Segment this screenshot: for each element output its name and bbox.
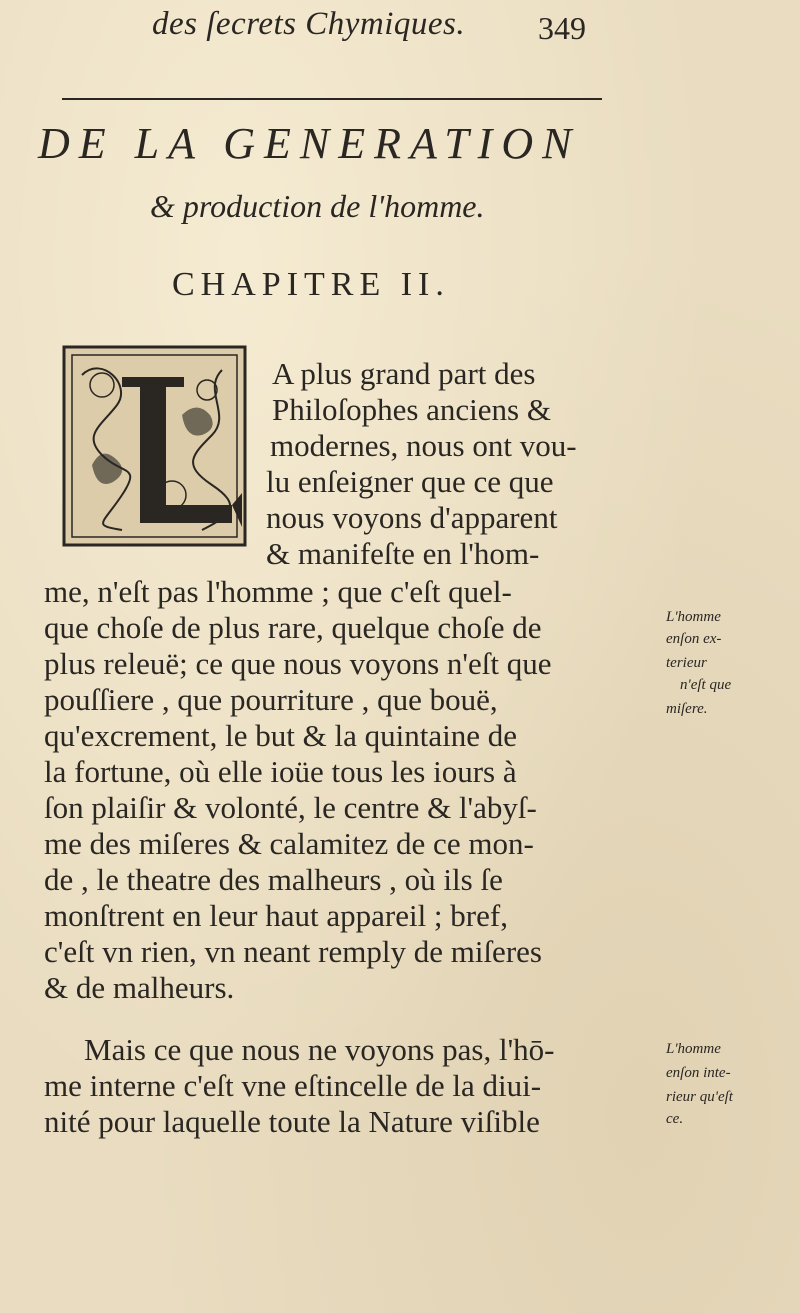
running-head (140, 2, 640, 52)
margin-note-line: rieur qu'eſt (666, 1089, 733, 1105)
header-rule (62, 98, 602, 100)
text-line: nité pour laquelle toute la Nature viſible (44, 1104, 540, 1139)
text-line: Philoſophes anciens & (272, 392, 551, 427)
text-line: ſon plaiſir & volonté, le centre & l'abyſ- (44, 790, 537, 825)
text-line: nous voyons d'apparent (266, 500, 558, 535)
text-line: de , le theatre des malheurs , où ils ſe (44, 862, 503, 897)
margin-note-line: terieur (666, 655, 707, 671)
text-line: me des miſeres & calamitez de ce mon- (44, 826, 534, 861)
text-line: lu enſeigner que ce que (266, 464, 554, 499)
text-line: la fortune, où elle ioüe tous les iours à (44, 754, 517, 789)
margin-note-line: enſon ex- (666, 631, 722, 647)
margin-note-line: L'homme (666, 1041, 721, 1057)
margin-note-line: L'homme (666, 609, 721, 625)
text-line: & de malheurs. (44, 970, 235, 1005)
margin-note-line: ce. (666, 1111, 684, 1127)
decorated-initial-icon (62, 345, 247, 547)
running-title: des ſecrets Chymiques. (152, 6, 466, 42)
text-line: Mais ce que nous ne voyons pas, l'hō- (84, 1032, 555, 1067)
margin-note-line: miſere. (666, 701, 708, 717)
text-line: qu'excrement, le but & la quintaine de (44, 718, 518, 753)
text-line: me, n'eſt pas l'homme ; que c'eſt quel- (44, 574, 512, 609)
margin-note-line: enſon inte- (666, 1065, 731, 1081)
text-line: & manifeſte en l'hom- (266, 536, 540, 571)
section-subtitle: & production de l'homme. (150, 188, 485, 224)
text-line: monſtrent en leur haut appareil ; bref, (44, 898, 508, 933)
text-line: c'eſt vn rien, vn neant remply de miſeres (44, 934, 542, 969)
text-line: plus releuë; ce que nous voyons n'eſt que (44, 646, 552, 681)
section-title: DE LA GENERATION (38, 119, 581, 168)
text-line: que choſe de plus rare, quelque choſe de (44, 610, 542, 645)
text-line: modernes, nous ont vou- (270, 428, 577, 463)
chapter-heading: CHAPITRE II. (172, 266, 450, 303)
page-number: 349 (538, 10, 586, 46)
text-line: pouſſiere , que pourriture , que bouë, (44, 682, 498, 717)
margin-note-line: n'eſt que (680, 677, 732, 693)
text-line: me interne c'eſt vne eſtincelle de la diui- (44, 1068, 542, 1103)
text-line: A plus grand part des (272, 356, 536, 391)
